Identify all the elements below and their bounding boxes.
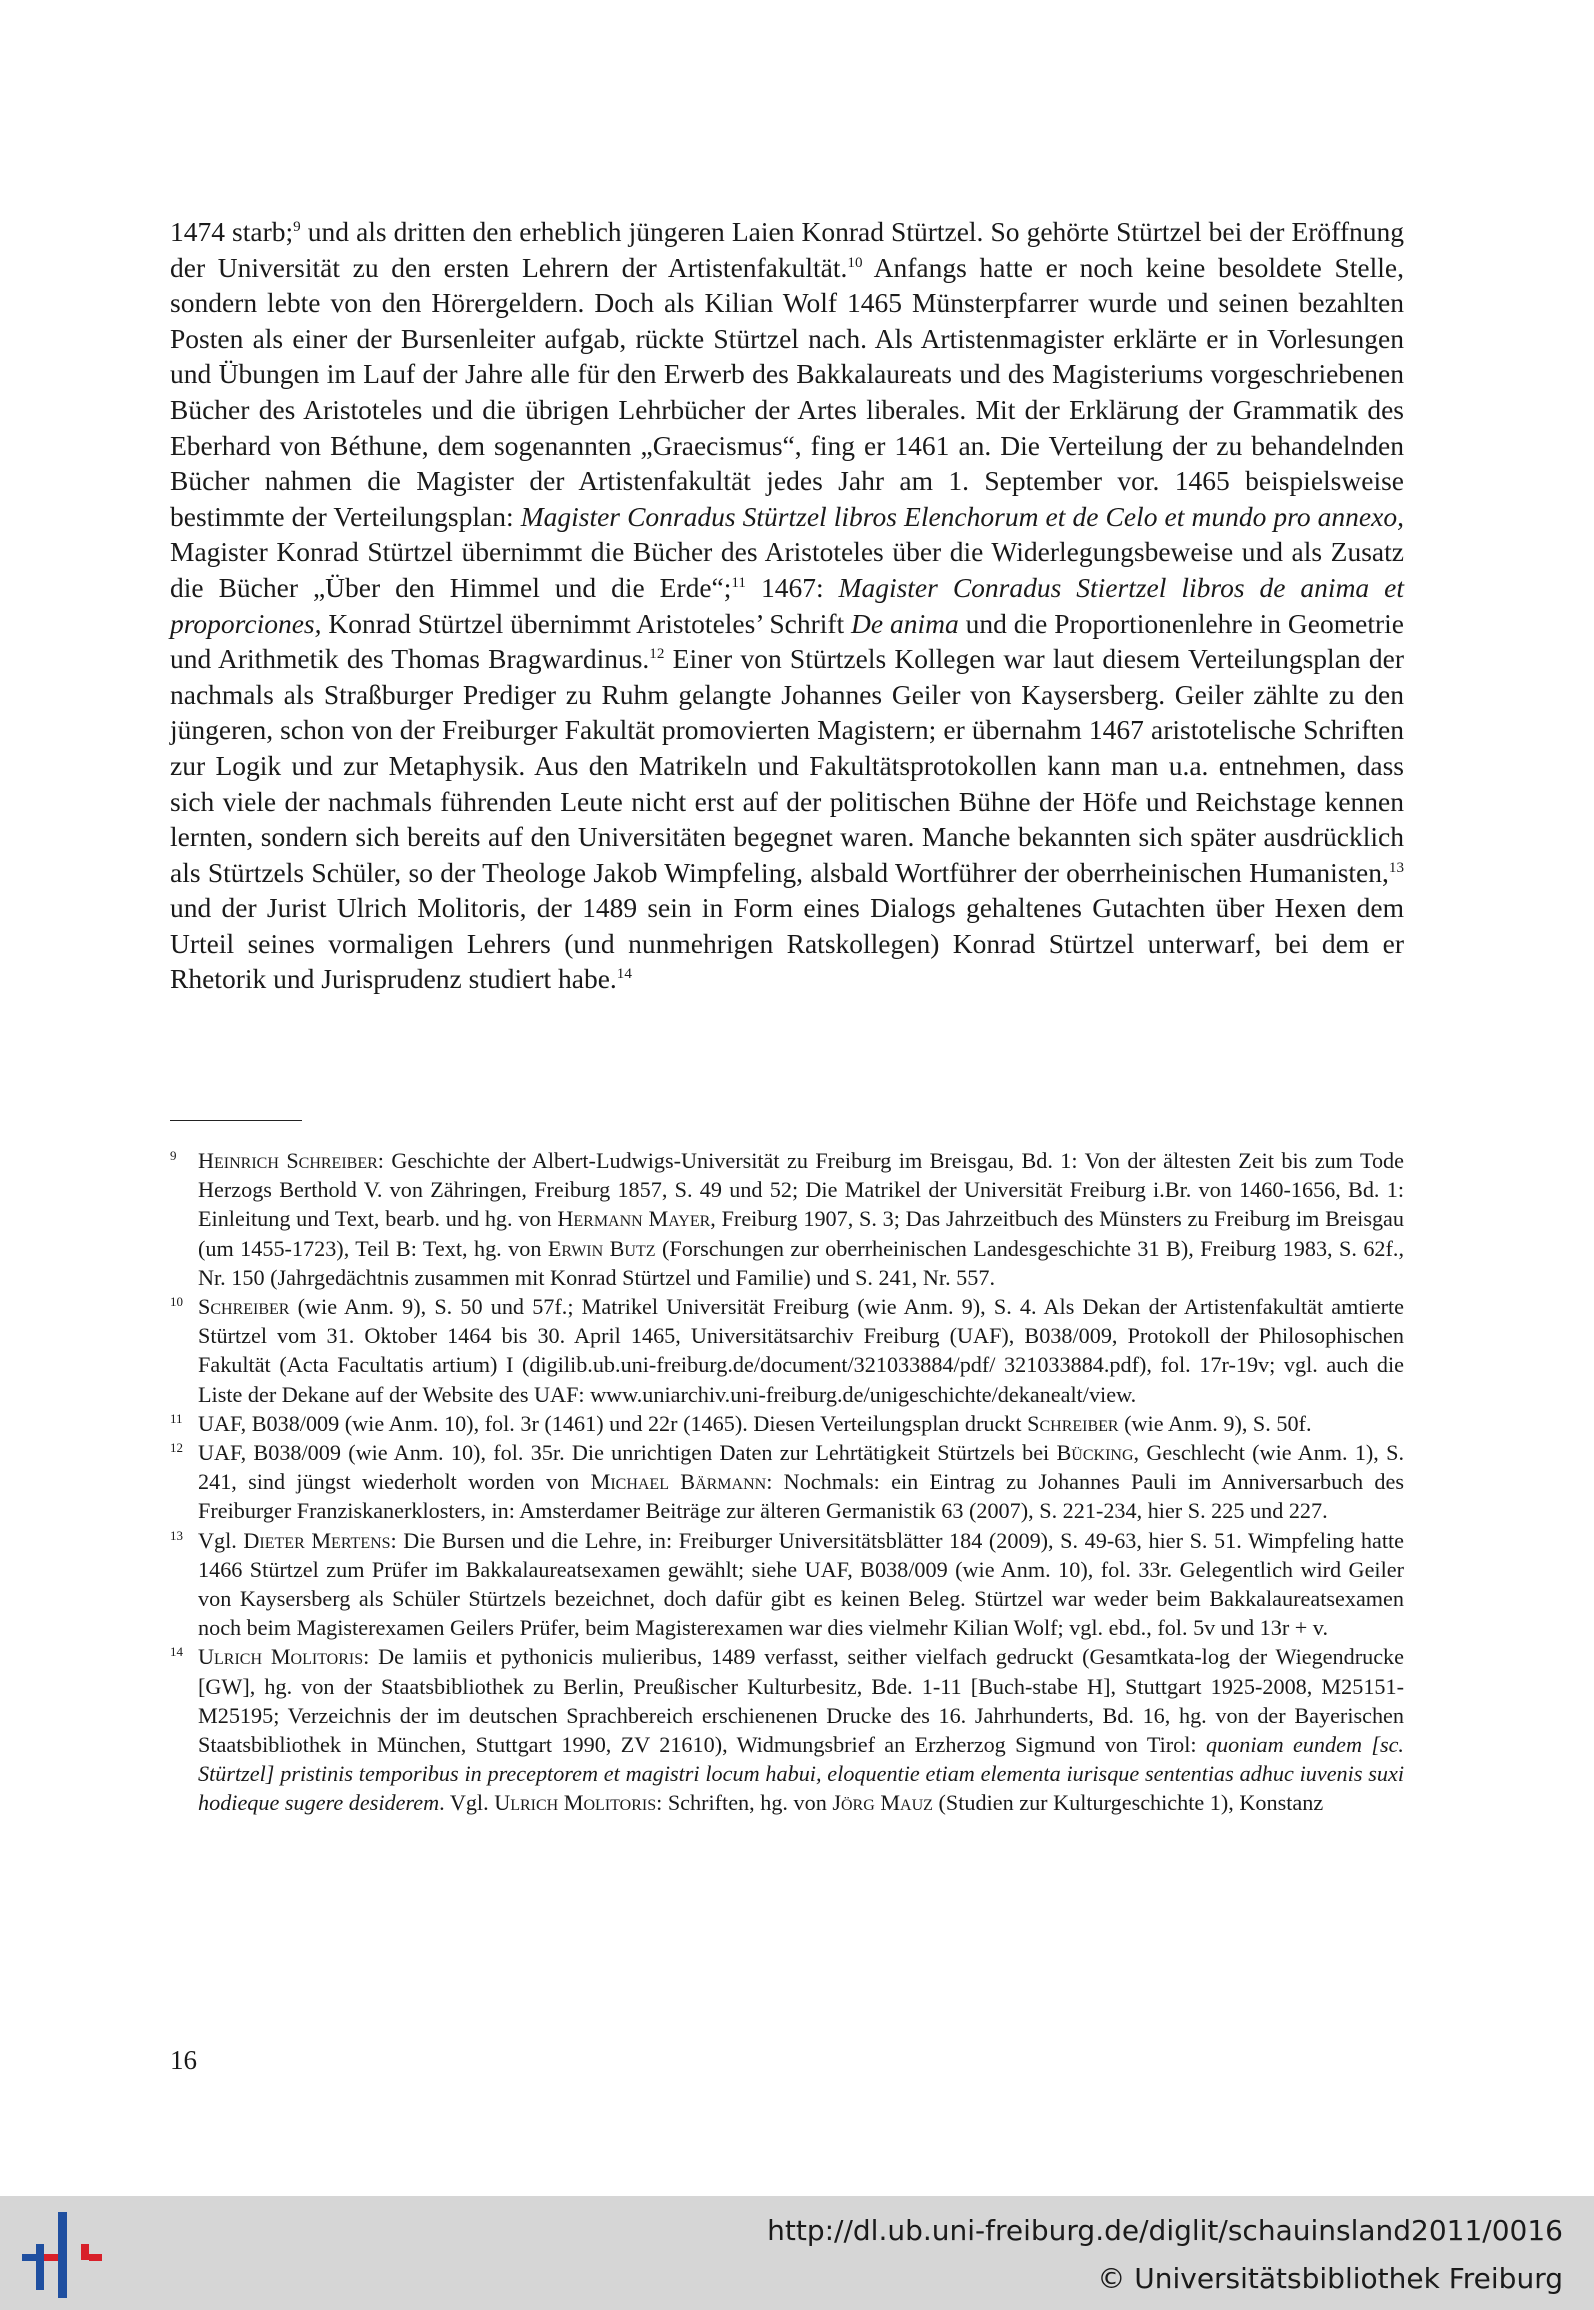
footnote-text: : De lamiis et pythonicis mulieribus, 1489 verfasst, seither vielfach gedruckt (Gesamtkata-log der Wiegendrucke [GW], hg. von der Staatsbibliothek zu Berlin, Preußischer Kulturbesitz, Bde. 1-11 [Buch-stabe H], Stuttgart 1925-2008, M25151-M25195; Verzeichnis der im deutschen Sprachbereich erschienenen Drucke des 16. Jahrhunderts, Bd. 16, hg. von der Bayerischen Staatsbibliothek in München, Stuttgart 1990, ZV 21610), Widmungsbrief an Erzherzog Sigmund von Tirol:: [198, 1644, 1404, 1758]
footnote-11: [170, 1409, 1404, 1438]
text-run: und der Jurist Ulrich Molitoris, der 1489 sein in Form eines Dialogs gehaltenes Gutachten über Hexen dem Urteil seines vormaligen Lehrers (und nunmehrigen Ratskollegen) Konrad Stürtzel unterwarf, bei dem er Rhetorik und Jurisprudenz studiert habe.: [170, 892, 1404, 995]
footnote-text: : Geschichte der Albert-Ludwigs-Universität zu Freiburg im Breisgau, Bd. 1: Von der ältesten Zeit bis zum Tode Herzogs Berthold V. von Zähringen, Freiburg 1857, S. 49 und 52; Die Matrikel der Universität Freiburg i.Br. von 1460-1656, Bd. 1: Einleitung und Text, bearb. und hg. von: [198, 1148, 1404, 1232]
main-text: [170, 214, 1404, 997]
text-run: Konrad Stürtzel übernimmt Aristoteles’ Schrift: [321, 607, 852, 639]
author-name: Ulrich Molitoris: [494, 1790, 657, 1816]
footnote-number: 14: [170, 1644, 183, 1660]
author-name: Hermann Mayer: [557, 1206, 711, 1232]
footnote-number: 9: [170, 1148, 177, 1163]
footnote-text: (Studien zur Kulturgeschichte 1), Konstanz: [932, 1790, 1324, 1816]
latin-quote: Magister Conradus Stiertzel libros de anima et proporciones,: [170, 571, 1404, 639]
footnote-number: 10: [170, 1294, 183, 1310]
author-name: Dieter Mertens: [243, 1527, 391, 1553]
footnote-number: 11: [170, 1410, 183, 1426]
text-run: und als dritten den erheblich jüngeren Laien Konrad Stürtzel. So gehörte Stürtzel bei der Eröffnung der Universität zu den ersten Lehrern der Artistenfakultät.: [170, 216, 1404, 283]
footnote-text: , Freiburg 1907, S. 3; Das Jahrzeitbuch des Münsters zu Freiburg im Breisgau (um 1455-1723), Teil B: Text, hg. von: [198, 1206, 1404, 1261]
footnote-text: UAF, B038/009 (wie Anm. 10), fol. 3r (1461) und 22r (1465). Diesen Verteilungsplan druckt: [198, 1410, 1028, 1436]
body-paragraph: [170, 214, 1404, 997]
footnote-text: (wie Anm. 9), S. 50 und 57f.; Matrikel Universität Freiburg (wie Anm. 9), S. 4. Als Dekan der Artistenfakultät amtierte Stürtzel vom 31. Oktober 1464 bis 30. April 1465, Universitätsarchiv Freiburg (UAF), B038/009, Protokoll der Philosophischen Fakultät (Acta Facultatis artium) I (digilib.ub.uni-freiburg.de/document/321033884/pdf/ 321033884.pdf), fol. 17r-19v; vgl. auch die Liste der Dekane auf der Website des UAF: www.uniarchiv.uni-freiburg.de/unigeschichte/dekanealt/view.: [198, 1294, 1404, 1407]
text-run: und die Proportionenlehre in Geometrie und Arithmetik des Thomas Bragwardinus.: [170, 607, 1404, 675]
footnote-text: (Forschungen zur oberrheinischen Landesgeschichte 31 B), Freiburg 1983, S. 62f., Nr. 150 (Jahrgedächtnis zusammen mit Konrad Stürtzel und Familie) und S. 241, Nr. 557.: [198, 1235, 1405, 1290]
footnote-number: 12: [170, 1440, 183, 1456]
footnote-text: . Vgl.: [439, 1790, 495, 1816]
footnote-separator: [170, 1120, 302, 1121]
footnote-text: Vgl.: [198, 1527, 244, 1553]
footnote-9: [170, 1146, 1404, 1292]
footnote-10: [170, 1292, 1404, 1409]
footnote-ref: 10: [847, 254, 863, 271]
footnote-text: : Schriften, hg. von: [656, 1790, 833, 1816]
footnote-ref: 13: [1388, 859, 1404, 876]
text-run: 1474 starb;: [170, 216, 294, 247]
footnote-ref: 12: [649, 645, 665, 662]
author-name: Michael Bärmann: [590, 1469, 767, 1495]
footer-bar: [0, 2196, 1594, 2310]
footnote-ref: 14: [616, 966, 632, 983]
text-run: 1467:: [745, 571, 839, 603]
latin-quote: quoniam eundem [sc. Stürtzel] pristinis temporibus in preceptorem et magistri locum habui, eloquentie etiam elementa iurisque sententias adhuc iuvenis suxi hodieque sugere desiderem: [198, 1732, 1404, 1816]
text-run: Anfangs hatte er noch keine besoldete Stelle, sondern lebte von den Hörergeldern. Doch als Kilian Wolf 1465 Münsterpfarrer wurde und seinen bezahlten Posten als einer der Bursenleiter aufgab, rückte Stürtzel nach. Als Artistenmagister erklärte er in Vorlesungen und Übungen im Lauf der Jahre alle für den Erwerb des Bakkalaureats und des Magisteriums vorgeschriebenen Bücher des Aristoteles und die übrigen Lehrbücher der Artes liberales. Mit der Erklärung der Grammatik des Eberhard von Béthune, dem sogenannten „Graecismus“, fing er 1461 an. Die Verteilung der zu behandelnden Bücher nahmen die Magister der Artistenfakultät jedes Jahr am 1. September vor. 1465 beispielsweise bestimmte der Verteilungsplan:: [170, 251, 1404, 532]
ub-freiburg-logo-icon: [22, 2210, 102, 2300]
copyright-notice: © Universitätsbibliothek Freiburg: [1097, 2262, 1563, 2295]
footnote-text: : Nochmals: ein Eintrag zu Johannes Pauli im Anniversarbuch des Freiburger Franziskanerklosters, in: Amsterdamer Beiträge zur älteren Germanistik 63 (2007), S. 221-234, hier S. 225 und 227.: [198, 1469, 1405, 1524]
footnotes: [170, 1146, 1404, 1818]
author-name: Schreiber: [1027, 1410, 1119, 1436]
text-run: Magister Konrad Stürtzel übernimmt die Bücher des Aristoteles über die Widerlegungsbeweise und als Zusatz die Bücher „Über den Himmel und die Erde“;: [170, 536, 1404, 603]
author-name: Bücking: [1056, 1440, 1134, 1466]
footnote-14: [170, 1642, 1404, 1817]
footnote-number: 13: [170, 1527, 183, 1543]
footnote-ref: 9: [293, 218, 301, 235]
footnote-text: UAF, B038/009 (wie Anm. 10), fol. 35r. Die unrichtigen Daten zur Lehrtätigkeit Stürtzels bei: [198, 1440, 1057, 1466]
author-name: Heinrich Schreiber: [198, 1148, 378, 1173]
footnote-ref: 11: [731, 574, 746, 591]
footnote-12: [170, 1438, 1404, 1526]
author-name: Jörg Mauz: [832, 1790, 933, 1816]
author-name: Erwin Butz: [547, 1235, 656, 1261]
book-title: De anima: [851, 607, 959, 639]
footnote-13: [170, 1526, 1404, 1643]
author-name: Schreiber: [198, 1294, 290, 1320]
document-url-link[interactable]: http://dl.ub.uni-freiburg.de/diglit/schauinsland2011/0016: [767, 2214, 1563, 2247]
footnote-text: , Geschlecht (wie Anm. 1), S. 241, sind jüngst wiederholt worden von: [198, 1440, 1404, 1495]
page-number: 16: [170, 2045, 197, 2075]
footnote-text: : Die Bursen und die Lehre, in: Freiburger Universitätsblätter 184 (2009), S. 49-63, hier S. 51. Wimpfeling hatte 1466 Stürtzel zum Prüfer im Bakkalaureatsexamen gewählt; siehe UAF, B038/009 (wie Anm. 10), fol. 33r. Gelegentlich wird Geiler von Kaysersberg als Schüler Stürtzels bezeichnet, doch dafür gibt es keinen Beleg. Stürtzel war weder beim Bakkalaureatsexamen noch beim Magisterexamen Geilers Prüfer, beim Magisterexamen war dies vielmehr Kilian Wolf; vgl. ebd., fol. 5v und 13r + v.: [198, 1527, 1404, 1641]
text-run: Einer von Stürtzels Kollegen war laut diesem Verteilungsplan der nachmals als Straßburger Prediger zu Ruhm gelangte Johannes Geiler von Kaysersberg. Geiler zählte zu den jüngeren, schon von der Freiburger Fakultät promovierten Magistern; er übernahm 1467 aristotelische Schriften zur Logik und zur Metaphysik. Aus den Matrikeln und Fakultätsprotokollen kann man u.a. entnehmen, dass sich viele der nachmals führenden Leute nicht erst auf der politischen Bühne der Höfe und Reichstage kennen lernten, sondern sich bereits auf den Universitäten begegnet waren. Manche bekannten sich später ausdrücklich als Stürtzels Schüler, so der Theologe Jakob Wimpfeling, alsbald Wortführer der oberrheinischen Humanisten,: [170, 643, 1405, 888]
author-name: Ulrich Molitoris: [198, 1644, 364, 1670]
footnote-text: (wie Anm. 9), S. 50f.: [1118, 1410, 1312, 1436]
latin-quote: Magister Conradus Stürtzel libros Elenchorum et de Celo et mundo pro annexo,: [520, 500, 1404, 532]
